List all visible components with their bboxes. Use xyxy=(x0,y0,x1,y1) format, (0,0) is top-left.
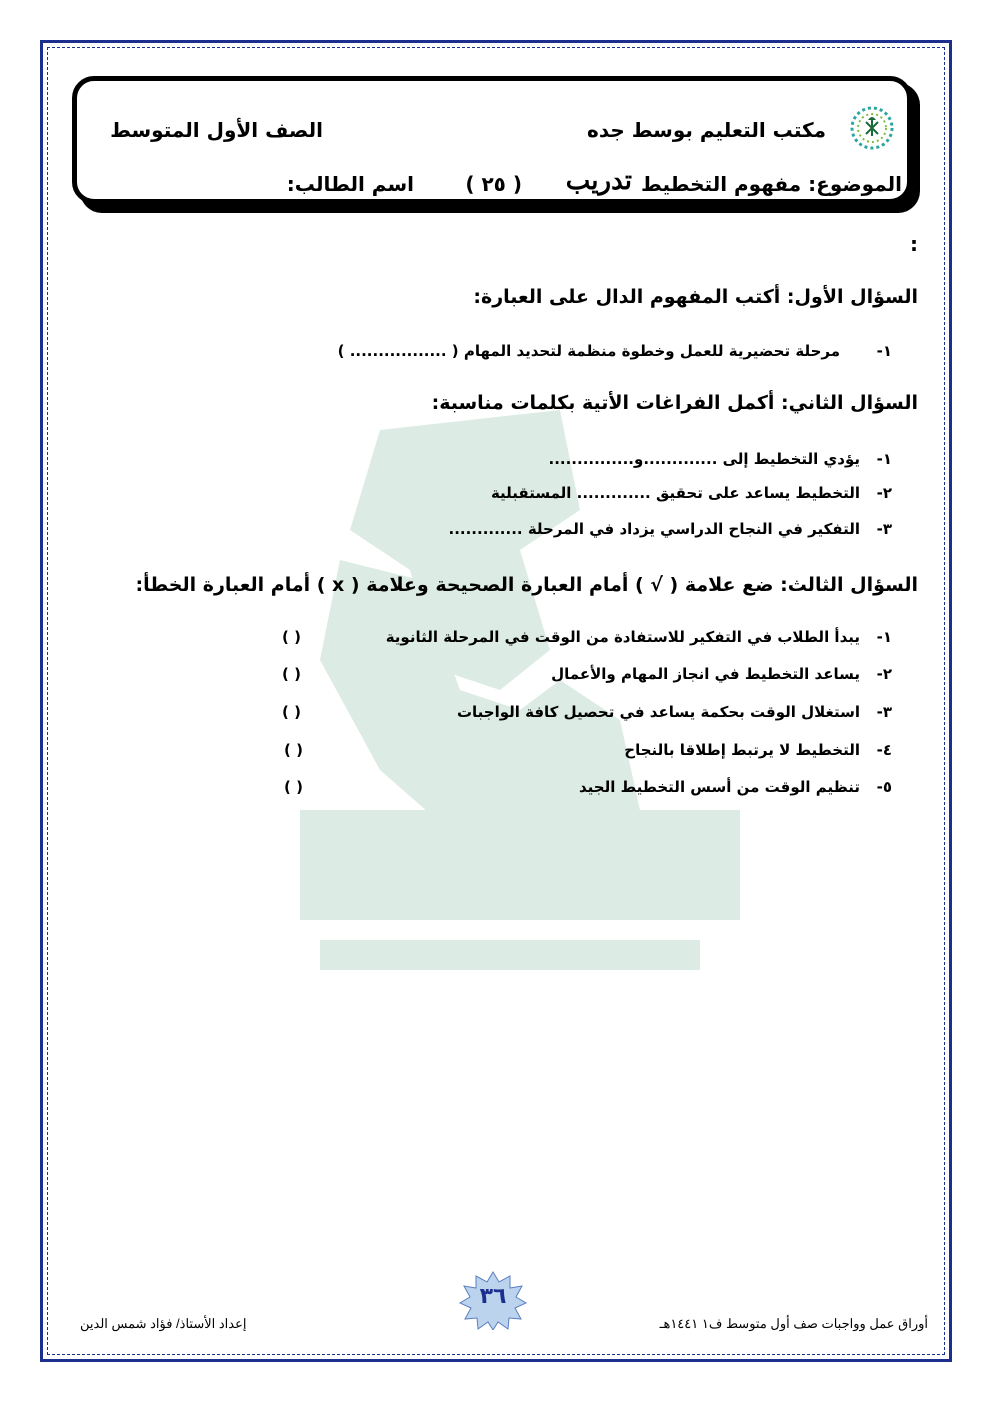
q3-item-3-answer-box[interactable]: ( ) xyxy=(282,703,301,721)
q2-item-1-number: ١- xyxy=(876,450,892,468)
q3-item-4-answer-box[interactable]: ( ) xyxy=(284,741,303,759)
student-name-field[interactable]: اسم الطالب: xyxy=(286,172,414,196)
q3-item-4-number: ٤- xyxy=(876,741,892,759)
q2-item-1-text: يؤدي التخطيط إلى .............و............... xyxy=(548,450,860,468)
q3-item-2-text: يساعد التخطيط في انجاز المهام والأعمال xyxy=(551,665,860,683)
office-name: مكتب التعليم بوسط جده xyxy=(587,118,826,142)
q1-item-1-text: مرحلة تحضيرية للعمل وخطوة منظمة لتحديد المهام ( ................. ) xyxy=(337,342,840,360)
exercise-number: ( ٢٥ ) xyxy=(465,172,522,196)
q3-item-1-answer-box[interactable]: ( ) xyxy=(282,628,301,646)
q3-item-3-text: استغلال الوقت بحكمة يساعد في تحصيل كافة الواجبات xyxy=(456,703,860,721)
q3-item-3-number: ٣- xyxy=(876,703,892,721)
footer-author: إعداد الأستاذ/ فؤاد شمس الدين xyxy=(80,1316,247,1331)
exercise-label: تدريب xyxy=(565,166,632,196)
q3-item-5-number: ٥- xyxy=(876,778,892,796)
q3-item-5-answer-box[interactable]: ( ) xyxy=(284,778,303,796)
q1-item-1-number: ١- xyxy=(876,342,892,360)
question-3-title: السؤال الثالث: ضع علامة ( √ ) أمام العبارة الصحيحة وعلامة ( x ) أمام العبارة الخطأ: xyxy=(135,574,918,596)
q3-item-5-text: تنظيم الوقت من أسس التخطيط الجيد xyxy=(578,778,860,796)
q2-item-3-text: التفكير في النجاح الدراسي يزداد في المرحلة ............. xyxy=(448,520,860,538)
q2-item-2-text: التخطيط يساعد على تحقيق ............. المستقبلية xyxy=(490,484,860,502)
q3-item-1-number: ١- xyxy=(876,628,892,646)
question-2-title: السؤال الثاني: أكمل الفراغات الأتية بكلمات مناسبة: xyxy=(431,392,918,414)
q2-item-2-number: ٢- xyxy=(876,484,892,502)
question-1-title: السؤال الأول: أكتب المفهوم الدال على العبارة: xyxy=(473,286,918,308)
q2-item-3-number: ٣- xyxy=(876,520,892,538)
q3-item-1-text: يبدأ الطلاب في التفكير للاستفادة من الوقت في المرحلة الثانوية xyxy=(385,628,860,646)
footer-title: أوراق عمل وواجبات صف أول متوسط ف١ ١٤٤١هـ xyxy=(659,1316,928,1331)
ministry-logo-icon xyxy=(848,104,896,152)
page-number: ٣٦ xyxy=(479,1284,507,1309)
q3-item-2-answer-box[interactable]: ( ) xyxy=(282,665,301,683)
q3-item-2-number: ٢- xyxy=(876,665,892,683)
watermark-logo xyxy=(260,390,780,990)
grade-label: الصف الأول المتوسط xyxy=(110,118,323,142)
subject-label: الموضوع: مفهوم التخطيط xyxy=(641,172,902,196)
stray-colon: : xyxy=(910,232,918,256)
q3-item-4-text: التخطيط لا يرتبط إطلاقا بالنجاح xyxy=(624,741,860,759)
